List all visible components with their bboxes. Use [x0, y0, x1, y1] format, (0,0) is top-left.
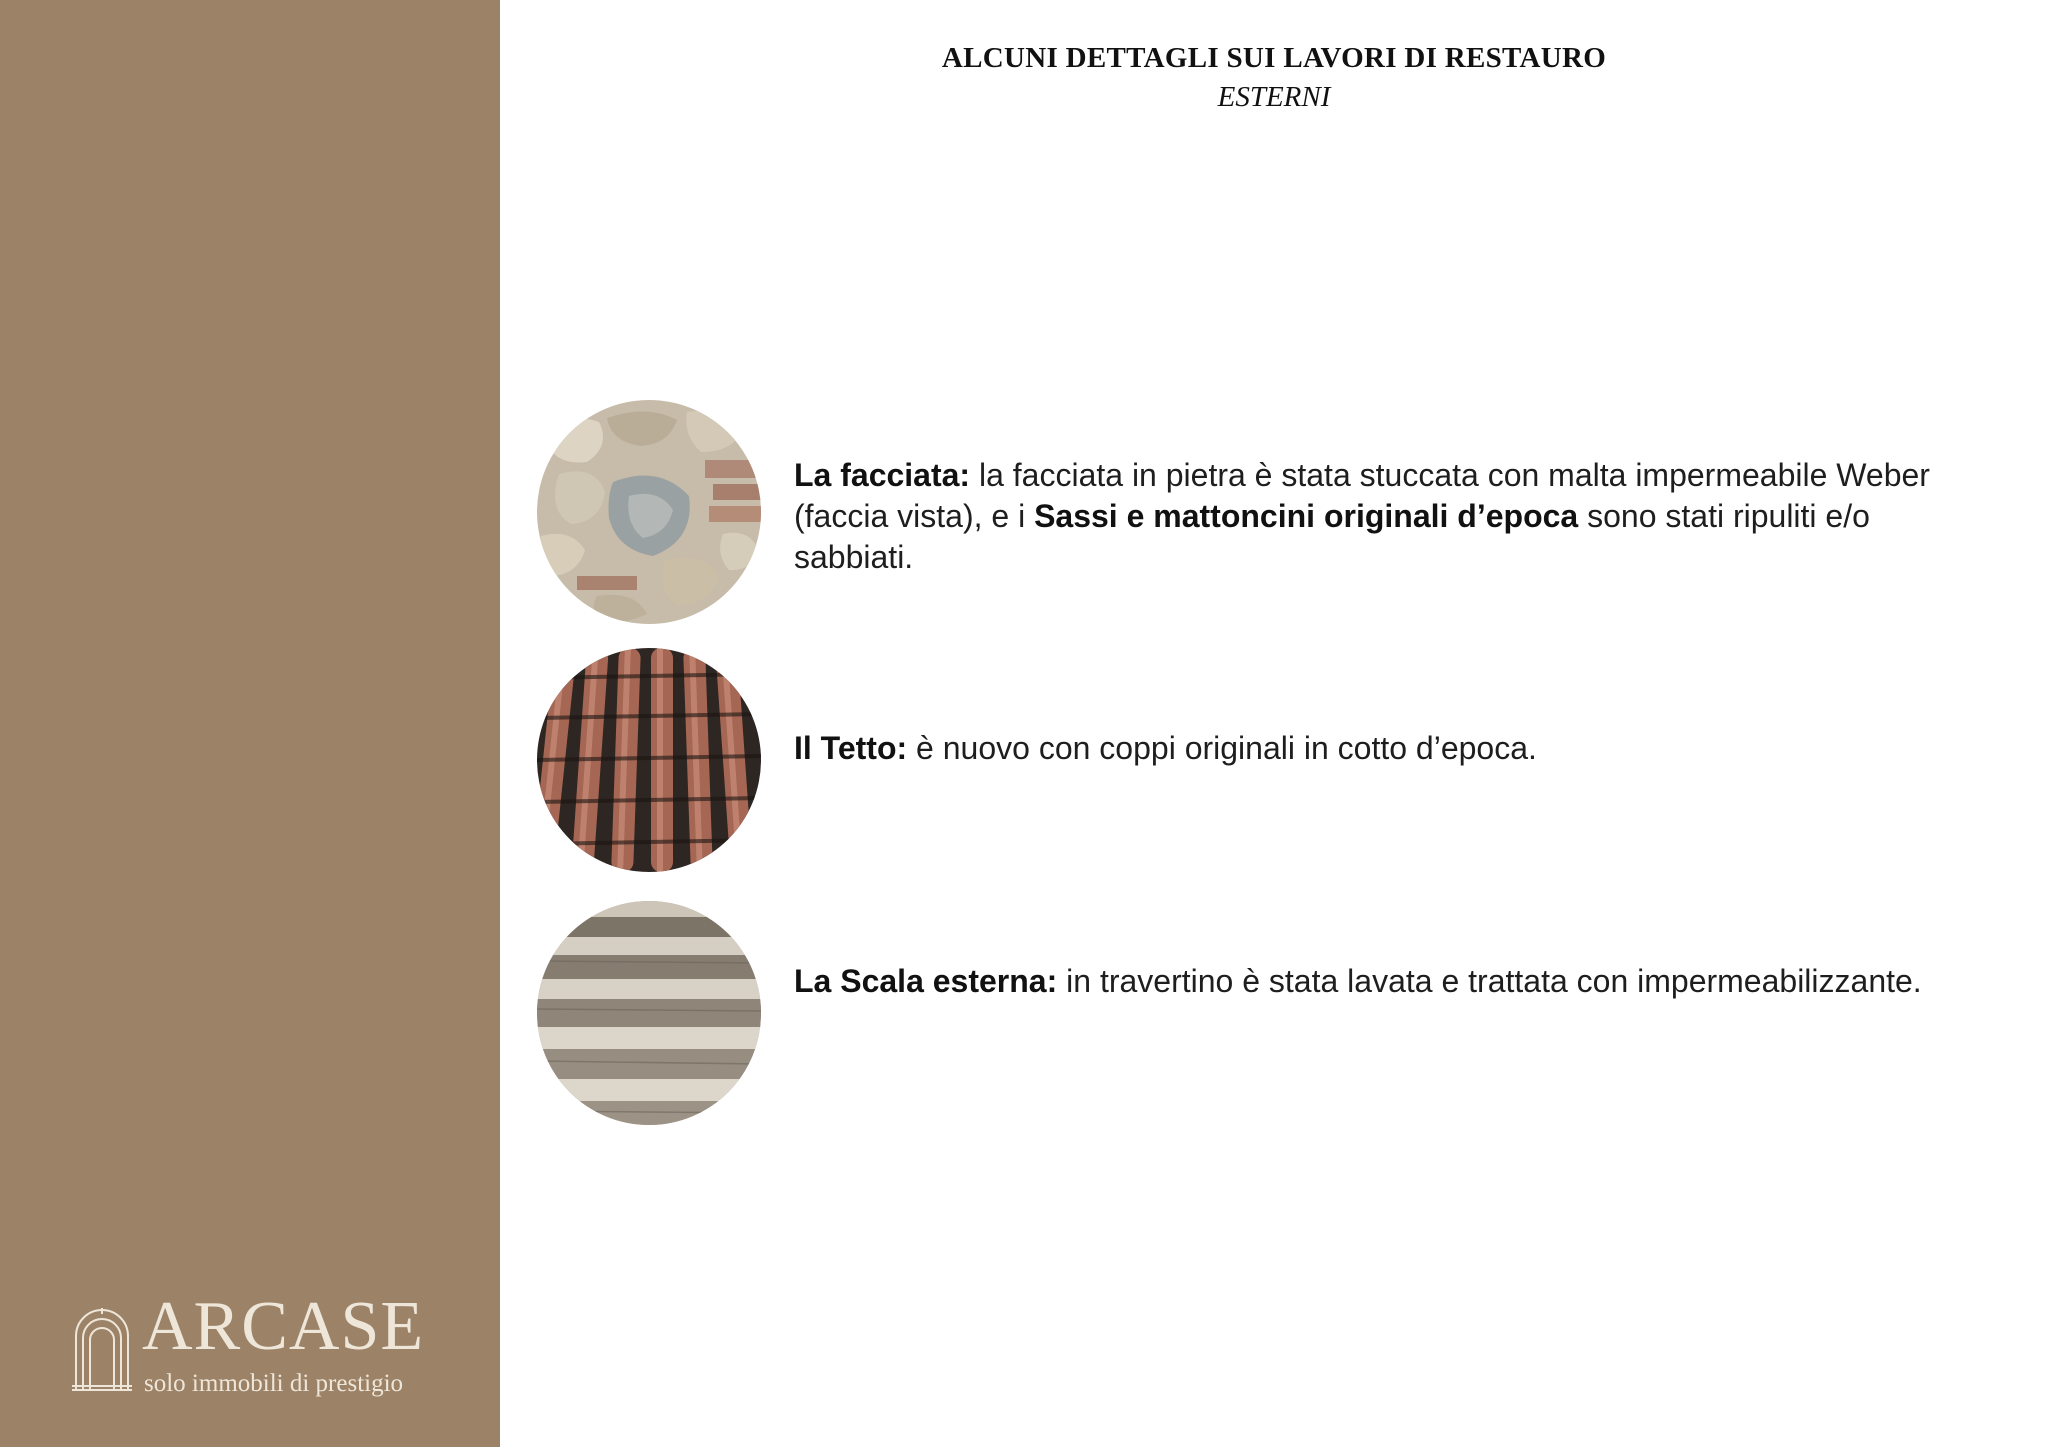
item-tetto-text: [794, 728, 1964, 769]
brand-tagline: solo immobili di prestigio: [144, 1370, 404, 1397]
item-facciata-body-1: la facciata in pietra è stata stuccata con malta impermeabile Weber (faccia vista), e i: [794, 457, 1930, 534]
roof-tiles-photo: [537, 648, 761, 872]
travertine-stairs-photo: [537, 901, 761, 1125]
sidebar: [0, 0, 500, 1447]
item-facciata-heading: La facciata:: [794, 457, 971, 493]
brand-logo[interactable]: [70, 1288, 430, 1397]
item-facciata-highlight: Sassi e mattoncini originali d’epoca: [1034, 498, 1579, 534]
item-tetto-body: è nuovo con coppi originali in cotto d’epoca.: [907, 730, 1537, 766]
brand-name: ARCASE: [142, 1288, 425, 1365]
page-heading: [500, 42, 2048, 114]
item-facciata-text: [794, 455, 1964, 578]
page-subtitle: ESTERNI: [1217, 81, 1331, 113]
item-facciata-body-2: sono stati ripuliti e/o sabbiati.: [794, 498, 1870, 575]
page-title: ALCUNI DETTAGLI SUI LAVORI DI RESTAURO: [941, 42, 1607, 74]
item-tetto-heading: Il Tetto:: [794, 730, 908, 766]
arch-icon: [70, 1300, 134, 1392]
item-scala-text: [794, 961, 1964, 1002]
item-scala-body: in travertino è stata lavata e trattata con impermeabilizzante.: [1057, 963, 1922, 999]
item-scala-heading: La Scala esterna:: [794, 963, 1058, 999]
stone-wall-photo: [537, 400, 761, 624]
